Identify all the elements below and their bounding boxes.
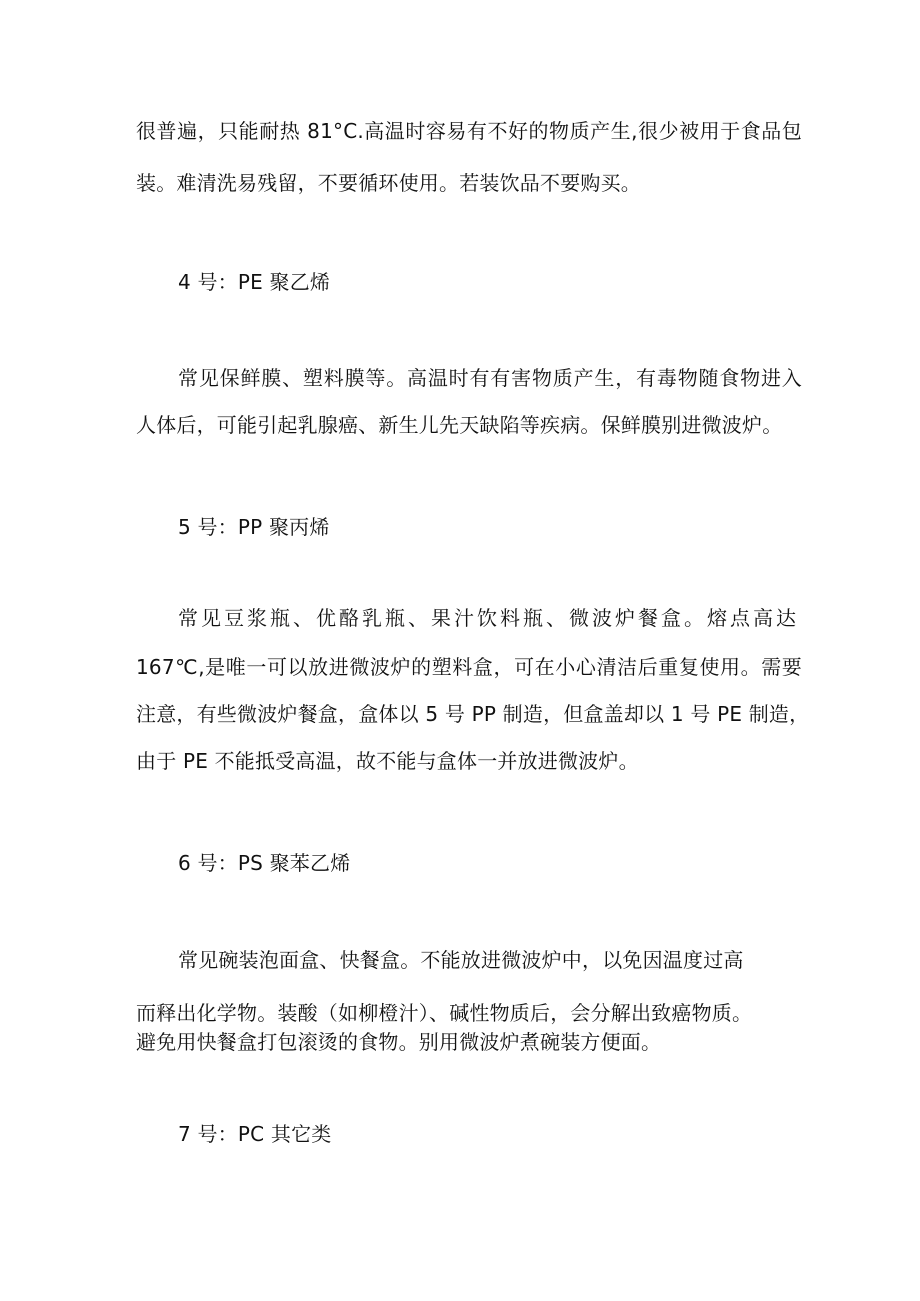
paragraph-pe-line-1: 常见保鲜膜、塑料膜等。高温时有有害物质产生，有毒物随食物进入 bbox=[178, 366, 802, 390]
heading-no4-pe: 4 号：PE 聚乙烯 bbox=[178, 270, 331, 294]
paragraph-3-line-1: 很普遍，只能耐热 81°C.高温时容易有不好的物质产生,很少被用于食品包 bbox=[136, 119, 802, 143]
paragraph-pp-line-4: 由于 PE 不能抵受高温，故不能与盒体一并放进微波炉。 bbox=[136, 749, 639, 773]
heading-no5-pp: 5 号：PP 聚丙烯 bbox=[178, 515, 330, 539]
paragraph-pp-line-1: 常见豆浆瓶、优酪乳瓶、果汁饮料瓶、微波炉餐盒。熔点高达 bbox=[178, 606, 799, 630]
paragraph-ps-line-2: 而释出化学物。装酸（如柳橙汁）、碱性物质后，会分解出致癌物质。 bbox=[136, 1001, 753, 1025]
paragraph-pp-line-3: 注意，有些微波炉餐盒，盒体以 5 号 PP 制造，但盒盖却以 1 号 PE 制造， bbox=[136, 702, 810, 726]
paragraph-3-line-2: 装。难清洗易残留，不要循环使用。若装饮品不要购买。 bbox=[136, 171, 641, 195]
paragraph-ps-line-1: 常见碗装泡面盒、快餐盒。不能放进微波炉中，以免因温度过高 bbox=[178, 948, 744, 972]
paragraph-pp-line-2: 167℃,是唯一可以放进微波炉的塑料盒，可在小心清洁后重复使用。需要 bbox=[136, 655, 802, 679]
paragraph-pe-line-2: 人体后，可能引起乳腺癌、新生儿先天缺陷等疾病。保鲜膜别进微波炉。 bbox=[136, 413, 783, 437]
paragraph-ps-line-3: 避免用快餐盒打包滚烫的食物。别用微波炉煮碗装方便面。 bbox=[136, 1030, 662, 1054]
heading-no7-pc: 7 号：PC 其它类 bbox=[178, 1122, 332, 1146]
heading-no6-ps: 6 号：PS 聚苯乙烯 bbox=[178, 851, 351, 875]
